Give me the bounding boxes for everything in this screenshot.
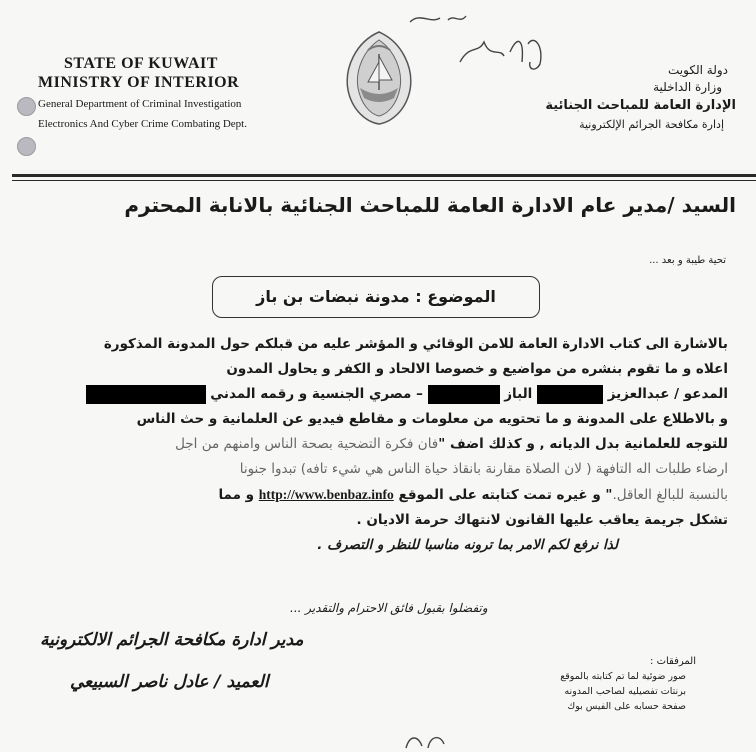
subject-box: الموضوع : مدونة نبضات بن باز: [212, 276, 540, 318]
punch-hole-icon: [17, 137, 36, 156]
signature-name: العميد / عادل ناصر السبيعي: [70, 672, 269, 692]
body-segment: – مصري الجنسية و رقمه المدني: [210, 386, 423, 402]
header-divider-thin: [12, 180, 756, 181]
state-name: STATE OF KUWAIT: [64, 55, 218, 72]
greeting: تحية طيبة و بعد ...: [649, 255, 726, 266]
attachments-title: المرفقات :: [650, 656, 696, 667]
addressee-line: السيد /مدير عام الادارة العامة للمباحث الجنائية بالانابة المحترم: [124, 193, 736, 217]
attachments: [496, 654, 696, 714]
division-name-arabic: إدارة مكافحة الجرائم الإلكترونية: [579, 118, 724, 131]
body-line: بالاشارة الى كتاب الادارة العامة للامن الوقائي و المؤشر عليه من قبلكم حول المدونة المذكورة: [103, 336, 728, 352]
department-name: General Department of Criminal Investigation: [38, 98, 242, 110]
state-name-arabic: دولة الكويت: [668, 63, 728, 77]
closing-line: وتفضلوا بقبول فائق الاحترام والتقدير ...: [290, 601, 488, 615]
attachment-item: صور ضوئية لما تم كتابته بالموقع: [560, 671, 686, 682]
body-segment: الباز: [504, 386, 533, 402]
signature-title: مدير ادارة مكافحة الجرائم الالكترونية: [40, 630, 304, 650]
letter-body: [66, 332, 728, 558]
body-line: [66, 382, 728, 407]
body-line: اعلاه و ما تقوم بنشره من مواضيع و خصوصا الالحاد و الكفر و يحاول المدون: [226, 361, 728, 377]
body-segment: للتوجه للعلمانية بدل الديانه , و كذلك اضف ": [438, 436, 728, 452]
redaction-block: [428, 385, 500, 404]
body-line: و بالاطلاع على المدونة و ما تحتويه من معلومات و مقاطع فيديو عن العلمانية و حث الناس: [136, 411, 728, 427]
body-line: لذا نرفع لكم الامر بما ترونه مناسبا للنظر و التصرف .: [317, 537, 618, 553]
header-divider: [12, 174, 756, 177]
quoted-text: فان فكرة التضحية بصحة الناس وامنهم من اجل: [175, 436, 439, 452]
quoted-text: ارضاء طلبات اله التافهة ( لان الصلاة مقارنة بانقاذ حياة الناس هي شيء تافه) تبدوا جنونا: [239, 461, 728, 477]
ministry-name: MINISTRY OF INTERIOR: [38, 74, 240, 91]
punch-hole-icon: [17, 97, 36, 116]
redaction-block: [86, 385, 206, 404]
handwritten-mark-icon: [400, 728, 450, 752]
attachment-item: صفحة حسابه على الفيس بوك: [567, 701, 686, 712]
website-link[interactable]: http://www.benbaz.info: [258, 487, 394, 502]
body-line: [66, 482, 728, 508]
body-segment: " و غيره تمت كتابته على الموقع: [398, 487, 613, 503]
body-line: تشكل جريمة يعاقب عليها القانون لانتهاك حرمة الاديان .: [356, 512, 728, 528]
header-arabic: [486, 62, 736, 134]
quoted-text: بالنسبة للبالغ العاقل.: [612, 487, 728, 503]
ministry-name-arabic: وزارة الداخلية: [653, 80, 722, 94]
body-line: [66, 432, 728, 457]
department-name-arabic: الإدارة العامة للمباحث الجنائية: [545, 98, 736, 113]
body-segment: المدعو / عبدالعزيز: [607, 386, 728, 402]
header-english: [38, 54, 288, 132]
body-segment: و مما: [218, 487, 255, 503]
redaction-block: [537, 385, 603, 404]
division-name: Electronics And Cyber Crime Combating Dept.: [38, 118, 247, 130]
attachment-item: برنتات تفصيليه لصاحب المدونه: [564, 686, 686, 697]
